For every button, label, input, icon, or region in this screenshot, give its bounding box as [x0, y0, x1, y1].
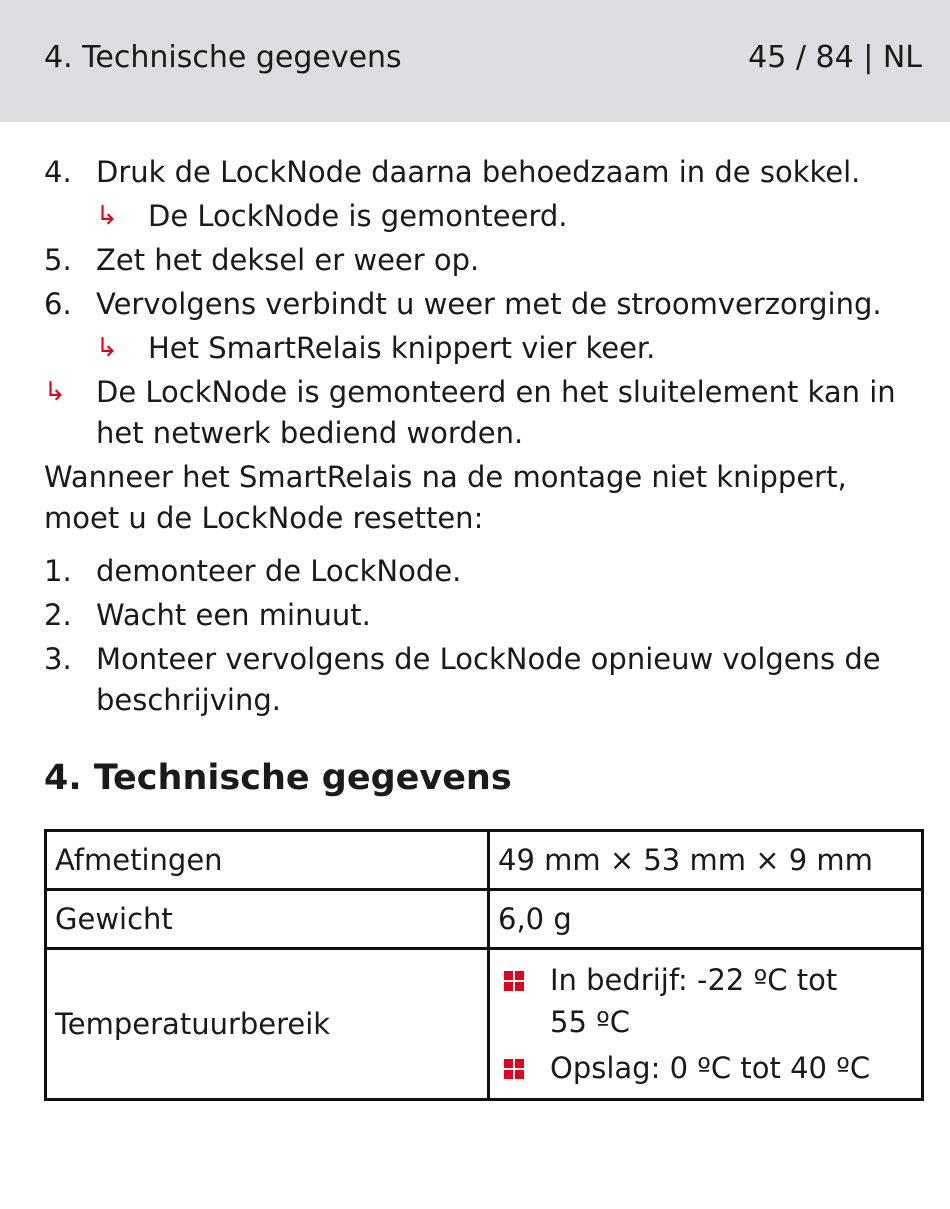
header-page-number: 45 / 84 | NL	[748, 40, 922, 75]
step-number: 2.	[44, 598, 72, 632]
paragraph-line-2: moet u de LockNode resetten:	[44, 501, 484, 535]
red-square-bullet-icon	[504, 971, 524, 991]
red-square-bullet-icon	[504, 1059, 524, 1079]
return-arrow-icon: ↳	[96, 201, 118, 231]
spec-label: Afmetingen	[46, 831, 489, 890]
list-item	[498, 959, 913, 1043]
step-text: Wacht een minuut.	[96, 598, 371, 632]
result-text: Het SmartRelais knippert vier keer.	[148, 331, 656, 365]
spec-value: 6,0 g	[489, 890, 923, 949]
return-arrow-icon: ↳	[96, 333, 118, 363]
reset-paragraph	[44, 457, 924, 539]
final-result-line-2: het netwerk bediend worden.	[96, 416, 524, 450]
section-heading: 4. Technische gegevens	[44, 758, 512, 798]
temp-storage: Opslag: 0 ºC tot 40 ºC	[550, 1051, 871, 1085]
step-result	[44, 196, 924, 237]
step-number: 5.	[44, 243, 72, 277]
list-item	[498, 1047, 913, 1089]
step-number: 4.	[44, 155, 72, 189]
step-number: 3.	[44, 642, 72, 676]
temp-operating-line-1: In bedrijf: -22 ºC tot	[550, 963, 838, 997]
paragraph-line-1: Wanneer het SmartRelais na de montage niet knippert,	[44, 460, 847, 494]
spec-table	[44, 829, 924, 1101]
header-section-title: 4. Technische gegevens	[44, 40, 402, 75]
step-text: Zet het deksel er weer op.	[96, 243, 480, 277]
page-header	[0, 0, 950, 122]
spec-value	[489, 949, 923, 1100]
step-result	[44, 328, 924, 369]
spec-label: Gewicht	[46, 890, 489, 949]
final-result-line-1: De LockNode is gemonteerd en het sluitelement kan in	[96, 375, 896, 409]
step-5	[44, 240, 924, 281]
table-row	[46, 890, 923, 949]
reset-step-2	[44, 595, 924, 636]
step-number: 1.	[44, 554, 72, 588]
reset-step-3	[44, 639, 924, 721]
step-text: Monteer vervolgens de LockNode opnieuw volgens de	[96, 642, 881, 676]
spec-value: 49 mm × 53 mm × 9 mm	[489, 831, 923, 890]
temp-operating-line-2: 55 ºC	[550, 1005, 631, 1039]
table-row	[46, 831, 923, 890]
spec-label: Temperatuurbereik	[46, 949, 489, 1100]
step-text: demonteer de LockNode.	[96, 554, 462, 588]
table-row	[46, 949, 923, 1100]
step-text-continued: beschrijving.	[96, 683, 281, 717]
reset-step-1	[44, 551, 924, 592]
final-result	[44, 372, 924, 454]
temperature-list	[498, 959, 913, 1089]
step-4	[44, 152, 924, 193]
step-text: Druk de LockNode daarna behoedzaam in de sokkel.	[96, 155, 861, 189]
step-6	[44, 284, 924, 325]
step-number: 6.	[44, 287, 72, 321]
result-text: De LockNode is gemonteerd.	[148, 199, 568, 233]
return-arrow-icon: ↳	[44, 377, 66, 407]
step-text: Vervolgens verbindt u weer met de stroomverzorging.	[96, 287, 882, 321]
instructions	[44, 152, 924, 721]
